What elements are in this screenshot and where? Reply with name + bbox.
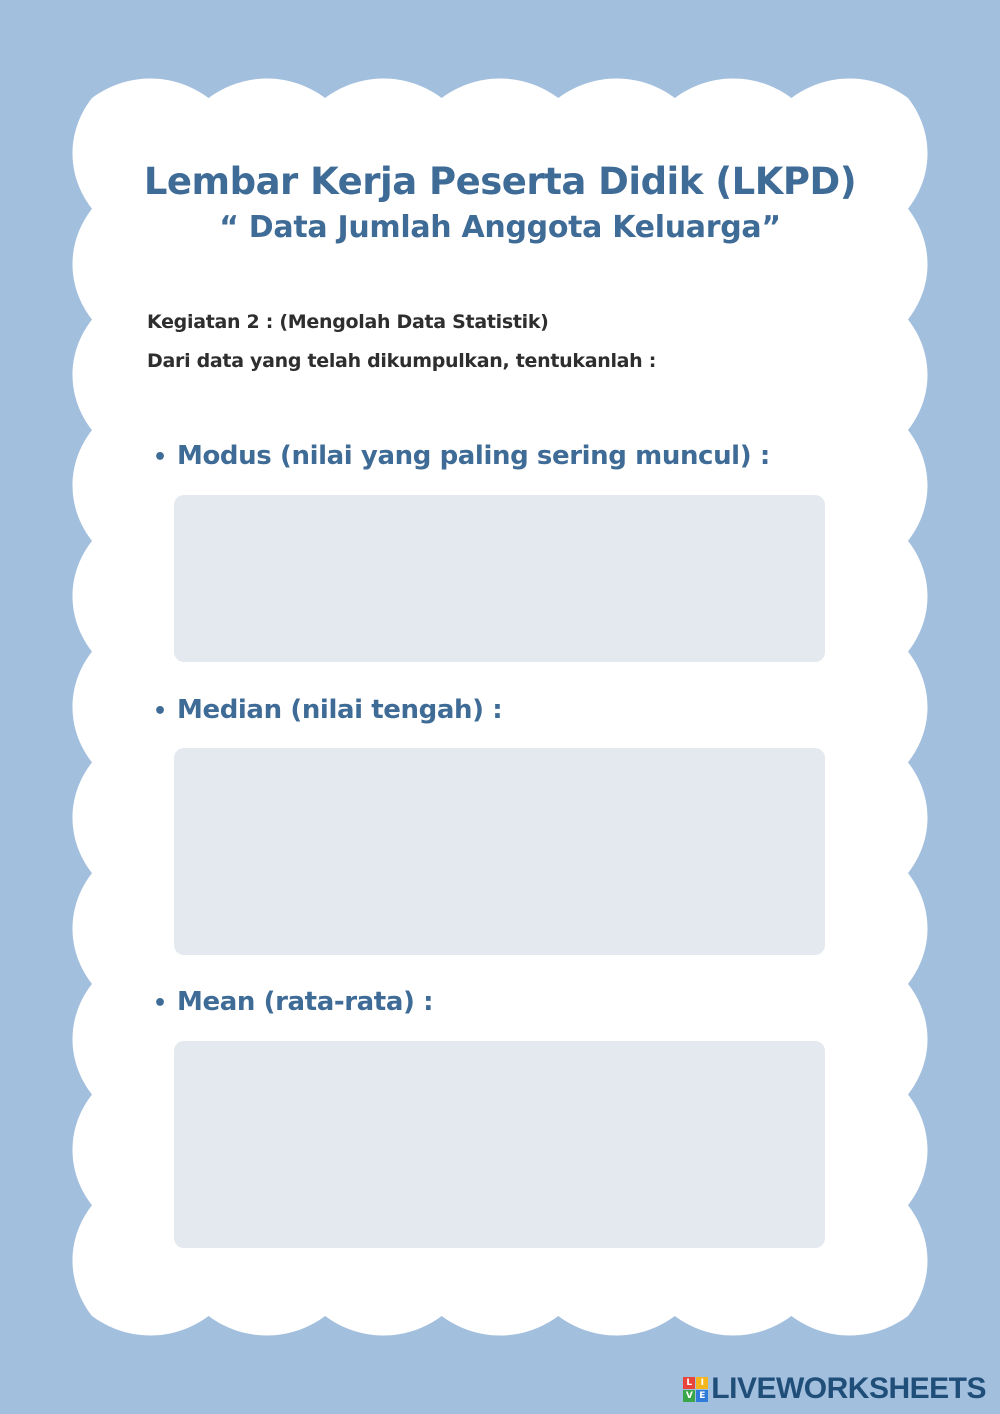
page-title: Lembar Kerja Peserta Didik (LKPD): [143, 160, 857, 203]
logo-letter: L: [683, 1377, 695, 1389]
mean-answer-field[interactable]: [174, 1041, 825, 1248]
logo-letter: V: [683, 1390, 695, 1402]
logo-letter: I: [696, 1377, 708, 1389]
bullet-icon: •: [153, 699, 167, 724]
page-subtitle: “ Data Jumlah Anggota Keluarga”: [219, 210, 781, 245]
median-answer-field[interactable]: [174, 748, 825, 955]
brand-name: LIVEWORKSHEETS: [711, 1372, 986, 1405]
modus-answer-field[interactable]: [174, 495, 825, 662]
question-mean: [153, 987, 433, 1017]
question-median: [153, 695, 502, 725]
question-label: Median (nilai tengah) :: [177, 695, 503, 725]
instruction-text: Dari data yang telah dikumpulkan, tentukanlah :: [147, 350, 657, 372]
liveworksheets-logo-icon: [683, 1377, 708, 1402]
question-label: Modus (nilai yang paling sering muncul) :: [177, 441, 770, 471]
bullet-icon: •: [153, 991, 167, 1016]
logo-letter: E: [696, 1390, 708, 1402]
question-modus: [153, 441, 770, 471]
question-label: Mean (rata-rata) :: [177, 987, 434, 1017]
liveworksheets-brand: [683, 1372, 986, 1406]
activity-heading: Kegiatan 2 : (Mengolah Data Statistik): [147, 311, 549, 333]
bullet-icon: •: [153, 445, 167, 470]
